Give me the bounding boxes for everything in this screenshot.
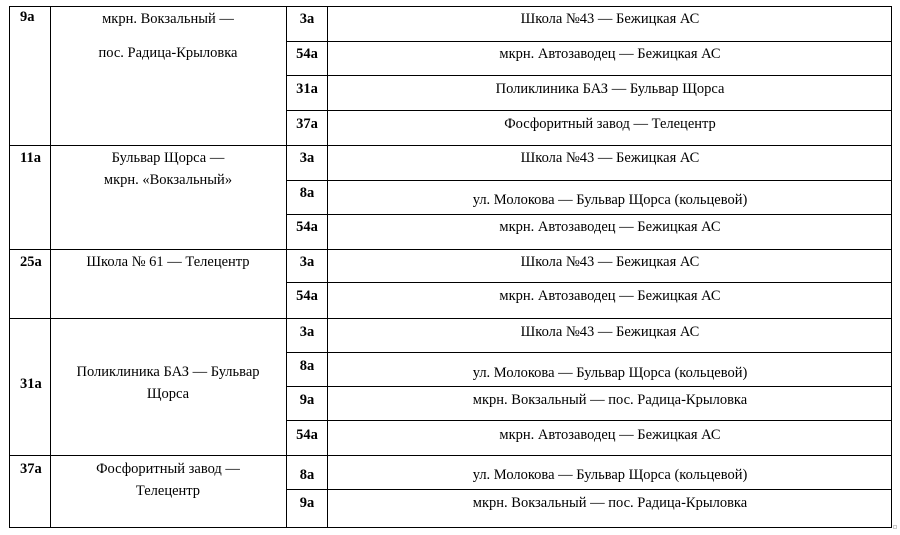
connecting-route-number: 8а <box>299 467 315 483</box>
connecting-route-desc: ул. Молокова — Бульвар Щорса (кольцевой) <box>472 192 748 208</box>
connecting-route-desc: мкрн. Автозаводец — Бежицкая АС <box>499 427 721 443</box>
table-row-border <box>286 420 892 421</box>
table-vertical-border <box>50 6 51 528</box>
table-group-border <box>9 145 892 146</box>
table-group-border <box>9 455 892 456</box>
route-number: 11а <box>20 150 41 166</box>
table-row-border <box>286 75 892 76</box>
connecting-route-number: 3а <box>299 150 315 166</box>
table-row-border <box>286 386 892 387</box>
table-row-border <box>286 282 892 283</box>
route-name-line: Телецентр <box>135 483 201 499</box>
table-row-border <box>286 489 892 490</box>
table-vertical-border <box>327 6 328 528</box>
table-group-border <box>9 249 892 250</box>
route-number: 25а <box>20 254 42 270</box>
route-number: 37а <box>20 461 42 477</box>
table-row-border <box>286 214 892 215</box>
connecting-route-desc: мкрн. Автозаводец — Бежицкая АС <box>499 46 721 62</box>
table-group-border <box>9 318 892 319</box>
route-name-line: мкрн. Вокзальный — <box>102 11 234 27</box>
connecting-route-number: 8а <box>299 185 315 201</box>
route-name-line: Поликлиника БАЗ — Бульвар <box>76 364 260 380</box>
connecting-route-desc: Школа №43 — Бежицкая АС <box>520 150 700 166</box>
table-row-border <box>286 110 892 111</box>
route-name-line: Щорса <box>146 386 190 402</box>
route-name-line: Фосфоритный завод — <box>96 461 240 477</box>
connecting-route-number: 3а <box>299 324 315 340</box>
route-name-line: Школа № 61 — Телецентр <box>86 254 250 270</box>
connecting-route-desc: Школа №43 — Бежицкая АС <box>520 324 700 340</box>
table-vertical-border <box>286 6 287 528</box>
connecting-route-number: 54а <box>296 46 318 62</box>
table-group-border <box>9 6 892 7</box>
connecting-route-desc: Школа №43 — Бежицкая АС <box>520 11 700 27</box>
route-number: 31а <box>20 376 42 392</box>
table-vertical-border <box>891 6 892 528</box>
connecting-route-desc: мкрн. Автозаводец — Бежицкая АС <box>499 288 721 304</box>
connecting-route-desc: мкрн. Вокзальный — пос. Радица-Крыловка <box>472 495 748 511</box>
table-row-border <box>286 352 892 353</box>
connecting-route-number: 54а <box>296 219 318 235</box>
connecting-route-number: 54а <box>296 288 318 304</box>
table-vertical-border <box>9 6 10 528</box>
connecting-route-number: 3а <box>299 11 315 27</box>
connecting-route-desc: ул. Молокова — Бульвар Щорса (кольцевой) <box>472 365 748 381</box>
table-row-border <box>286 41 892 42</box>
connecting-route-number: 54а <box>296 427 318 443</box>
connecting-route-number: 37а <box>296 116 318 132</box>
connecting-route-desc: ул. Молокова — Бульвар Щорса (кольцевой) <box>472 467 748 483</box>
connecting-route-desc: Школа №43 — Бежицкая АС <box>520 254 700 270</box>
route-name-line: Бульвар Щорса — <box>111 150 225 166</box>
corner-mark <box>893 525 897 529</box>
connecting-route-number: 31а <box>296 81 318 97</box>
connecting-route-number: 3а <box>299 254 315 270</box>
route-name-line: мкрн. «Вокзальный» <box>103 172 233 188</box>
connecting-route-desc: мкрн. Вокзальный — пос. Радица-Крыловка <box>472 392 748 408</box>
table-row-border <box>286 180 892 181</box>
table-group-border <box>9 527 892 528</box>
connecting-route-number: 9а <box>299 392 315 408</box>
connecting-route-number: 9а <box>299 495 315 511</box>
connecting-route-desc: Поликлиника БАЗ — Бульвар Щорса <box>495 81 725 97</box>
route-name-line: пос. Радица-Крыловка <box>98 45 238 61</box>
route-number: 9а <box>20 9 35 25</box>
connecting-route-desc: Фосфоритный завод — Телецентр <box>504 116 716 132</box>
connecting-route-desc: мкрн. Автозаводец — Бежицкая АС <box>499 219 721 235</box>
connecting-route-number: 8а <box>299 358 315 374</box>
